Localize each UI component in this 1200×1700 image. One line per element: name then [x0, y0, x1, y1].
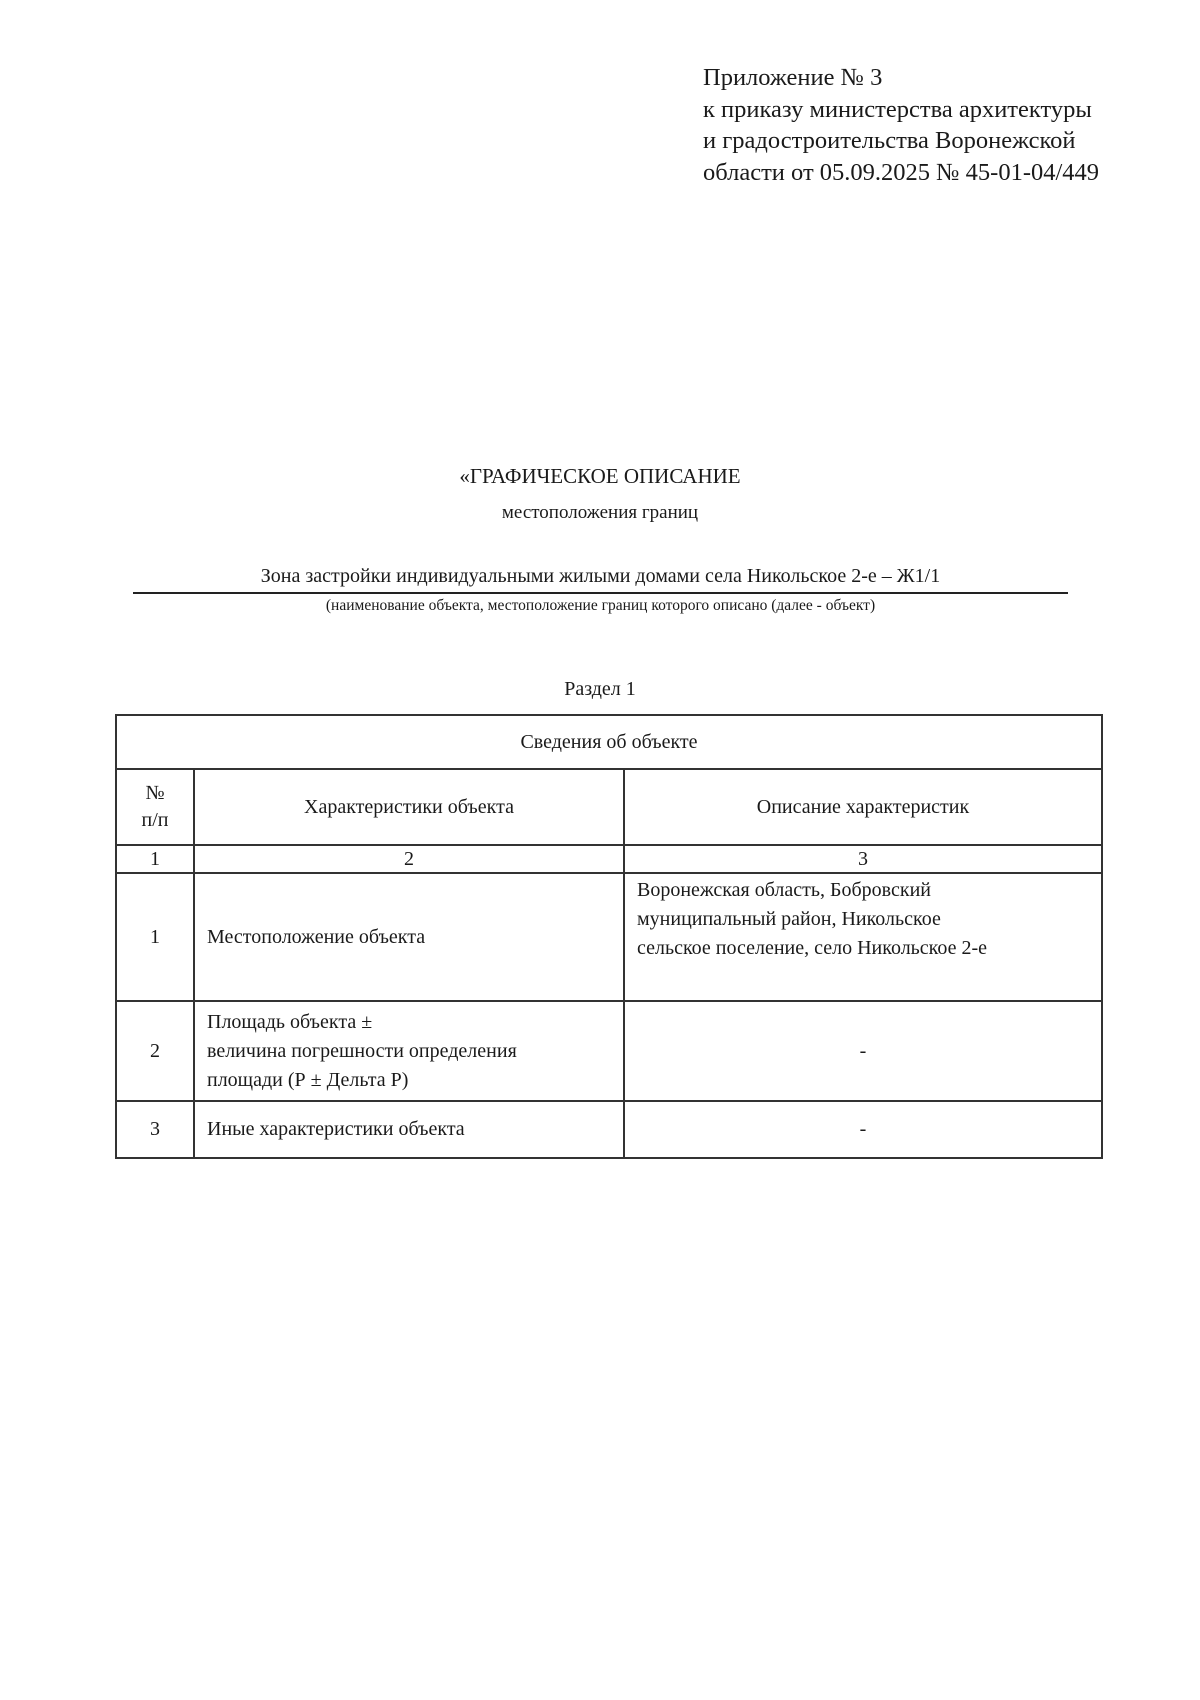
row-number: 1 [116, 873, 194, 1001]
column-header-num-line2: п/п [141, 809, 169, 831]
appendix-header [703, 62, 1183, 188]
characteristic-line: площади (Р ± Дельта Р) [207, 1068, 409, 1091]
table-header-row [116, 769, 1102, 845]
column-header-num-line1: № [145, 782, 165, 804]
document-subtitle: местоположения границ [501, 502, 699, 523]
section-label: Раздел 1 [564, 678, 636, 700]
appendix-line: к приказу министерства архитектуры [703, 95, 1092, 123]
table-title: Сведения об объекте [116, 715, 1102, 769]
row-characteristic [194, 873, 624, 1001]
appendix-line: Приложение № 3 [703, 64, 883, 91]
object-name-caption: (наименование объекта, местоположение границ которого описано (далее - объект) [325, 597, 876, 614]
row-description [624, 1001, 1102, 1101]
characteristic-line: Местоположение объекта [207, 925, 426, 948]
row-characteristic [194, 1001, 624, 1101]
description-line: муниципальный район, Никольское [637, 908, 941, 930]
column-header-num [116, 769, 194, 845]
column-number: 1 [116, 845, 194, 873]
characteristic-line: величина погрешности определения [207, 1039, 517, 1062]
object-name: Зона застройки индивидуальными жилыми домами села Никольское 2-е – Ж1/1 [133, 563, 1068, 594]
appendix-line: области от 05.09.2025 № 45-01-04/449 [703, 158, 1100, 186]
column-header-characteristics: Характеристики объекта [194, 769, 624, 845]
table-title-row [116, 715, 1102, 769]
table-row [116, 1101, 1102, 1158]
description-line: Воронежская область, Бобровский [637, 879, 932, 901]
description-line: - [859, 1118, 867, 1140]
description-line: - [859, 1039, 867, 1062]
column-header-description: Описание характеристик [624, 769, 1102, 845]
row-description [624, 1101, 1102, 1158]
table-row [116, 1001, 1102, 1101]
column-numbers-row [116, 845, 1102, 873]
object-info-table [115, 714, 1103, 1159]
row-number: 2 [116, 1001, 194, 1101]
column-number: 2 [194, 845, 624, 873]
appendix-line: и градостроительства Воронежской [703, 127, 1076, 154]
characteristic-line: Иные характеристики объекта [207, 1118, 465, 1140]
row-description [624, 873, 1102, 1001]
column-number: 3 [624, 845, 1102, 873]
table-row [116, 873, 1102, 1001]
row-characteristic [194, 1101, 624, 1158]
characteristic-line: Площадь объекта ± [207, 1010, 373, 1033]
document-title: «ГРАФИЧЕСКОЕ ОПИСАНИЕ [459, 464, 741, 488]
description-line: сельское поселение, село Никольское 2-е [637, 937, 988, 959]
row-number: 3 [116, 1101, 194, 1158]
